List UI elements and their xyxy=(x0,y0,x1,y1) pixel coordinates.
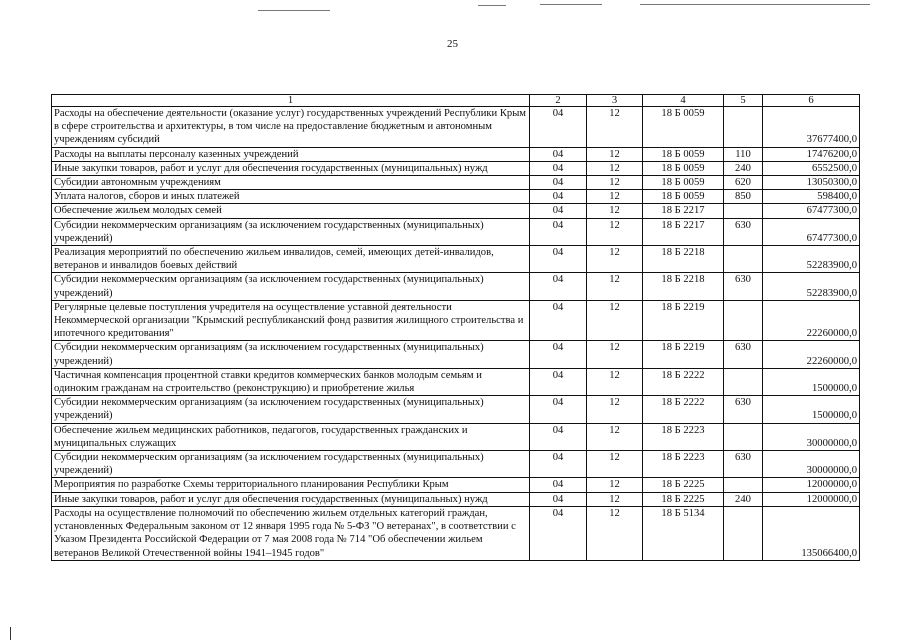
row-target-article-code: 18 Б 2222 xyxy=(643,396,724,423)
budget-table xyxy=(51,94,860,561)
row-section-code: 04 xyxy=(530,423,587,450)
row-description: Субсидии некоммерческим организациям (за исключением государственных (муниципальных) учреждений) xyxy=(52,341,530,368)
row-expense-type-code: 240 xyxy=(724,161,763,175)
row-subsection-code: 12 xyxy=(587,492,643,506)
row-subsection-code: 12 xyxy=(587,396,643,423)
row-description: Субсидии автономным учреждениям xyxy=(52,176,530,190)
row-description: Частичная компенсация процентной ставки кредитов коммерческих банков молодым семьям и одиноким гражданам на строительство (реконструкцию) и приобретение жилья xyxy=(52,368,530,395)
row-expense-type-code xyxy=(724,246,763,273)
column-header: 4 xyxy=(643,95,724,107)
table-row xyxy=(52,147,860,161)
row-subsection-code: 12 xyxy=(587,107,643,148)
row-target-article-code: 18 Б 2225 xyxy=(643,492,724,506)
table-row xyxy=(52,246,860,273)
row-target-article-code: 18 Б 0059 xyxy=(643,161,724,175)
row-expense-type-code xyxy=(724,300,763,341)
row-expense-type-code: 630 xyxy=(724,273,763,300)
row-amount: 13050300,0 xyxy=(763,176,860,190)
row-section-code: 04 xyxy=(530,300,587,341)
row-amount: 1500000,0 xyxy=(763,396,860,423)
row-subsection-code: 12 xyxy=(587,368,643,395)
table-row xyxy=(52,423,860,450)
row-expense-type-code xyxy=(724,423,763,450)
scan-artifact-line xyxy=(540,4,602,5)
row-description: Субсидии некоммерческим организациям (за исключением государственных (муниципальных) учреждений) xyxy=(52,273,530,300)
row-amount: 67477300,0 xyxy=(763,218,860,245)
row-subsection-code: 12 xyxy=(587,246,643,273)
row-subsection-code: 12 xyxy=(587,147,643,161)
row-subsection-code: 12 xyxy=(587,506,643,560)
row-amount: 12000000,0 xyxy=(763,478,860,492)
row-description: Субсидии некоммерческим организациям (за исключением государственных (муниципальных) учреждений) xyxy=(52,218,530,245)
row-subsection-code: 12 xyxy=(587,341,643,368)
row-amount: 22260000,0 xyxy=(763,300,860,341)
row-expense-type-code: 630 xyxy=(724,451,763,478)
column-header: 2 xyxy=(530,95,587,107)
table-body xyxy=(52,107,860,561)
row-expense-type-code: 110 xyxy=(724,147,763,161)
row-amount: 598400,0 xyxy=(763,190,860,204)
scan-artifact-line xyxy=(640,4,870,5)
row-amount: 135066400,0 xyxy=(763,506,860,560)
row-target-article-code: 18 Б 0059 xyxy=(643,107,724,148)
row-expense-type-code xyxy=(724,107,763,148)
row-description: Иные закупки товаров, работ и услуг для обеспечения государственных (муниципальных) нужд xyxy=(52,161,530,175)
row-description: Расходы на выплаты персоналу казенных учреждений xyxy=(52,147,530,161)
table-row xyxy=(52,107,860,148)
row-target-article-code: 18 Б 5134 xyxy=(643,506,724,560)
row-section-code: 04 xyxy=(530,107,587,148)
row-section-code: 04 xyxy=(530,218,587,245)
row-subsection-code: 12 xyxy=(587,423,643,450)
column-header: 1 xyxy=(52,95,530,107)
row-section-code: 04 xyxy=(530,396,587,423)
row-subsection-code: 12 xyxy=(587,190,643,204)
row-description: Расходы на осуществление полномочий по обеспечению жильем отдельных категорий граждан, установленных Федеральным законом от 12 января 1995 года № 5-ФЗ "О ветеранах", в соответствии с Указом Президента Российской Федерации от 7 мая 2008 года № 714 "Об обеспечении жильем ветеранов Великой Отечественной войны 1941–1945 годов" xyxy=(52,506,530,560)
row-section-code: 04 xyxy=(530,147,587,161)
row-description: Субсидии некоммерческим организациям (за исключением государственных (муниципальных) учреждений) xyxy=(52,396,530,423)
row-target-article-code: 18 Б 2222 xyxy=(643,368,724,395)
row-amount: 67477300,0 xyxy=(763,204,860,218)
row-section-code: 04 xyxy=(530,506,587,560)
page-number: 25 xyxy=(447,38,458,50)
row-description: Обеспечение жильем молодых семей xyxy=(52,204,530,218)
row-section-code: 04 xyxy=(530,246,587,273)
row-target-article-code: 18 Б 2217 xyxy=(643,204,724,218)
table-row xyxy=(52,176,860,190)
table-row xyxy=(52,396,860,423)
row-target-article-code: 18 Б 0059 xyxy=(643,147,724,161)
row-description: Обеспечение жильем медицинских работников, педагогов, государственных гражданских и муниципальных служащих xyxy=(52,423,530,450)
table-row xyxy=(52,478,860,492)
row-section-code: 04 xyxy=(530,368,587,395)
row-section-code: 04 xyxy=(530,190,587,204)
row-description: Мероприятия по разработке Схемы территориального планирования Республики Крым xyxy=(52,478,530,492)
row-expense-type-code xyxy=(724,478,763,492)
row-description: Расходы на обеспечение деятельности (оказание услуг) государственных учреждений Республики Крым в сфере строительства и архитектуры, в том числе на предоставление бюджетным и автономным учреждениям субсидий xyxy=(52,107,530,148)
table-row xyxy=(52,161,860,175)
row-section-code: 04 xyxy=(530,273,587,300)
row-target-article-code: 18 Б 2223 xyxy=(643,423,724,450)
column-header: 3 xyxy=(587,95,643,107)
row-target-article-code: 18 Б 0059 xyxy=(643,176,724,190)
row-target-article-code: 18 Б 2218 xyxy=(643,273,724,300)
row-subsection-code: 12 xyxy=(587,204,643,218)
row-description: Субсидии некоммерческим организациям (за исключением государственных (муниципальных) учреждений) xyxy=(52,451,530,478)
row-amount: 17476200,0 xyxy=(763,147,860,161)
row-expense-type-code: 850 xyxy=(724,190,763,204)
row-section-code: 04 xyxy=(530,492,587,506)
table-row xyxy=(52,368,860,395)
table-row xyxy=(52,300,860,341)
row-expense-type-code xyxy=(724,506,763,560)
row-description: Уплата налогов, сборов и иных платежей xyxy=(52,190,530,204)
row-section-code: 04 xyxy=(530,204,587,218)
row-amount: 37677400,0 xyxy=(763,107,860,148)
scan-edge-mark xyxy=(10,627,11,640)
row-expense-type-code: 630 xyxy=(724,341,763,368)
row-amount: 6552500,0 xyxy=(763,161,860,175)
table-header-row xyxy=(52,95,860,107)
row-amount: 22260000,0 xyxy=(763,341,860,368)
row-expense-type-code xyxy=(724,204,763,218)
table-row xyxy=(52,204,860,218)
scan-artifact-line xyxy=(258,10,330,11)
table-row xyxy=(52,451,860,478)
row-target-article-code: 18 Б 2223 xyxy=(643,451,724,478)
row-amount: 30000000,0 xyxy=(763,451,860,478)
column-header: 6 xyxy=(763,95,860,107)
table-row xyxy=(52,218,860,245)
table-row xyxy=(52,190,860,204)
row-target-article-code: 18 Б 2217 xyxy=(643,218,724,245)
row-amount: 12000000,0 xyxy=(763,492,860,506)
row-subsection-code: 12 xyxy=(587,478,643,492)
row-expense-type-code xyxy=(724,368,763,395)
row-expense-type-code: 620 xyxy=(724,176,763,190)
row-section-code: 04 xyxy=(530,451,587,478)
column-header: 5 xyxy=(724,95,763,107)
row-subsection-code: 12 xyxy=(587,451,643,478)
row-expense-type-code: 240 xyxy=(724,492,763,506)
row-section-code: 04 xyxy=(530,176,587,190)
table-row xyxy=(52,506,860,560)
row-amount: 1500000,0 xyxy=(763,368,860,395)
table-row xyxy=(52,273,860,300)
table-row xyxy=(52,492,860,506)
row-amount: 30000000,0 xyxy=(763,423,860,450)
row-target-article-code: 18 Б 2218 xyxy=(643,246,724,273)
row-subsection-code: 12 xyxy=(587,273,643,300)
row-target-article-code: 18 Б 2225 xyxy=(643,478,724,492)
row-expense-type-code: 630 xyxy=(724,396,763,423)
row-subsection-code: 12 xyxy=(587,300,643,341)
row-subsection-code: 12 xyxy=(587,176,643,190)
row-target-article-code: 18 Б 2219 xyxy=(643,341,724,368)
scan-artifact-line xyxy=(478,5,506,6)
row-expense-type-code: 630 xyxy=(724,218,763,245)
row-amount: 52283900,0 xyxy=(763,246,860,273)
row-amount: 52283900,0 xyxy=(763,273,860,300)
row-target-article-code: 18 Б 0059 xyxy=(643,190,724,204)
row-section-code: 04 xyxy=(530,341,587,368)
row-subsection-code: 12 xyxy=(587,161,643,175)
row-description: Регулярные целевые поступления учредителя на осуществление уставной деятельности Некоммерческой организации "Крымский республиканский фонд развития жилищного строительства и ипотечного кредитования" xyxy=(52,300,530,341)
row-description: Реализация мероприятий по обеспечению жильем инвалидов, семей, имеющих детей-инвалидов, ветеранов и инвалидов боевых действий xyxy=(52,246,530,273)
row-target-article-code: 18 Б 2219 xyxy=(643,300,724,341)
row-subsection-code: 12 xyxy=(587,218,643,245)
row-description: Иные закупки товаров, работ и услуг для обеспечения государственных (муниципальных) нужд xyxy=(52,492,530,506)
row-section-code: 04 xyxy=(530,161,587,175)
table-row xyxy=(52,341,860,368)
row-section-code: 04 xyxy=(530,478,587,492)
